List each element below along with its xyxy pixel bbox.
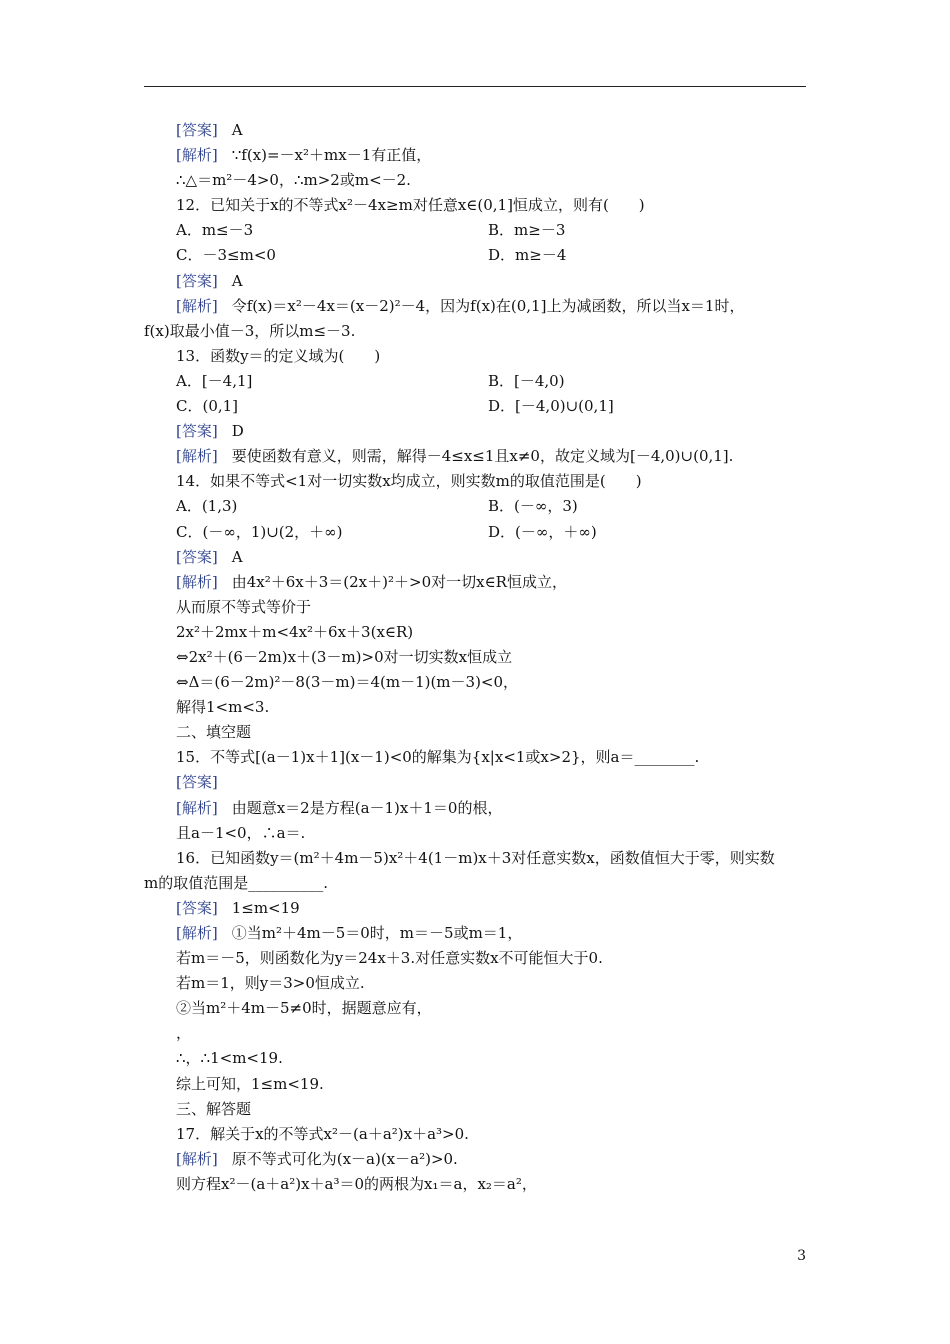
line-text: 15．不等式[(a－1)x＋1](x－1)<0的解集为{x|x<1或x>2}，则a＝________. (176, 748, 700, 767)
text-line (176, 344, 816, 369)
text-line (176, 695, 816, 720)
label-tag: [解析] (176, 924, 218, 942)
text-line (144, 871, 816, 896)
line-text: 则方程x²－(a＋a²)x＋a³＝0的两根为x₁＝a，x₂＝a²， (176, 1174, 537, 1193)
option-row (176, 243, 816, 268)
text-line (176, 1072, 816, 1097)
text-line (176, 193, 816, 218)
line-text: ， (176, 1024, 192, 1043)
option-row (176, 494, 816, 519)
line-text: 且a－1<0，∴a＝. (176, 823, 306, 842)
option-item: A．(1,3) (176, 497, 238, 516)
text-line (176, 118, 816, 143)
page-content (144, 118, 816, 1197)
line-text: 14．如果不等式<1对一切实数x均成立，则实数m的取值范围是( ) (176, 472, 642, 491)
option-item: C．(0,1] (176, 397, 239, 416)
header-rule (144, 86, 806, 87)
line-text: f(x)取最小值－3，所以m≤－3. (144, 321, 356, 340)
line-text: 解得1<m<3. (176, 698, 270, 717)
line-text: 要使函数有意义，则需，解得－4≤x≤1且x≠0，故定义域为[－4,0)∪(0,1]. (231, 447, 734, 466)
line-text: 从而原不等式等价于 (176, 597, 312, 616)
option-row (176, 520, 816, 545)
line-text: 17．解关于x的不等式x²－(a＋a²)x＋a³>0. (176, 1124, 469, 1143)
line-text: 若m＝1，则y＝3>0恒成立. (176, 974, 365, 993)
line-text: ⇔Δ＝(6－2m)²－8(3－m)＝4(m－1)(m－3)<0， (176, 673, 519, 692)
option-item: A．m≤－3 (176, 221, 254, 240)
label-tag: [解析] (176, 146, 218, 165)
line-text: ②当m²＋4m－5≠0时，据题意应有， (176, 999, 432, 1018)
line-text: m的取值范围是__________. (144, 873, 328, 892)
line-text: ∴△＝m²－4>0，∴m>2或m<－2. (176, 171, 411, 190)
option-item: D．m≥－4 (488, 246, 567, 265)
line-text: ∴，∴1<m<19. (176, 1049, 283, 1068)
text-line (176, 770, 816, 795)
text-line (176, 1147, 816, 1172)
text-line (176, 168, 816, 193)
label-tag: [解析] (176, 572, 218, 591)
option-row (176, 394, 816, 419)
line-text: 三、解答题 (176, 1099, 252, 1118)
line-text: 16．已知函数y＝(m²＋4m－5)x²＋4(1－m)x＋3对任意实数x，函数值恒大于零，则实数 (176, 848, 775, 867)
line-text: 13．函数y＝的定义域为( ) (176, 346, 381, 365)
text-line (176, 821, 816, 846)
option-row (176, 369, 816, 394)
text-line (176, 595, 816, 620)
option-row (176, 218, 816, 243)
text-line (176, 645, 816, 670)
label-tag: [解析] (176, 1149, 218, 1168)
option-item: C．(－∞，1)∪(2，＋∞) (176, 522, 343, 541)
line-text: 1≤m<19 (231, 898, 300, 917)
text-line (176, 1097, 816, 1122)
text-line (176, 796, 816, 821)
line-text: A (231, 271, 243, 290)
text-line (176, 545, 816, 570)
label-tag: [解析] (176, 296, 218, 315)
text-line (176, 745, 816, 770)
line-text: A (231, 547, 243, 566)
text-line (176, 1021, 816, 1046)
line-text: ∵f(x)=－x²＋mx－1有正值， (231, 146, 432, 165)
text-line (176, 670, 816, 695)
line-text: A (231, 121, 243, 139)
line-text: 由题意x＝2是方程(a－1)x＋1＝0的根， (231, 798, 503, 817)
text-line (176, 1172, 816, 1197)
line-text: 原不等式可化为(x－a)(x－a²)>0. (231, 1149, 458, 1168)
option-item: A．[－4,1] (176, 371, 253, 390)
text-line (176, 620, 816, 645)
text-line (176, 1122, 816, 1147)
option-item: B．(－∞，3) (488, 497, 578, 516)
line-text: 12．已知关于x的不等式x²－4x≥m对任意x∈(0,1]恒成立，则有( ) (176, 196, 645, 215)
text-line (176, 971, 816, 996)
label-tag: [答案] (176, 271, 218, 290)
text-line (176, 846, 816, 871)
line-text: 二、填空题 (176, 723, 252, 742)
line-text: 由4x²＋6x＋3＝(2x＋)²＋>0对一切x∈R恒成立， (231, 572, 567, 591)
text-line (176, 143, 816, 168)
option-item: B．m≥－3 (488, 221, 566, 240)
option-item: D．[－4,0)∪(0,1] (488, 397, 614, 416)
text-line (176, 921, 816, 946)
line-text: 综上可知，1≤m<19. (176, 1074, 324, 1093)
text-line (176, 469, 816, 494)
line-text: 令f(x)＝x²－4x＝(x－2)²－4，因为f(x)在(0,1]上为减函数，所以当x＝1时， (231, 296, 745, 315)
text-line (176, 269, 816, 294)
option-item: C．－3≤m<0 (176, 246, 276, 265)
text-line (176, 720, 816, 745)
option-item: D．(－∞，＋∞) (488, 522, 597, 541)
line-text: ①当m²＋4m－5＝0时，m＝－5或m＝1， (231, 924, 523, 942)
line-text: ⇔2x²＋(6－2m)x＋(3－m)>0对一切实数x恒成立 (176, 647, 513, 666)
text-line (176, 419, 816, 444)
line-text: 2x²＋2mx＋m<4x²＋6x＋3(x∈R) (176, 622, 414, 641)
text-line (176, 896, 816, 921)
text-line (176, 1046, 816, 1071)
label-tag: [答案] (176, 121, 218, 139)
label-tag: [解析] (176, 447, 218, 466)
text-line (176, 294, 816, 319)
text-line (176, 996, 816, 1021)
label-tag: [解析] (176, 798, 218, 817)
text-line (176, 570, 816, 595)
text-line (176, 946, 816, 971)
text-line (144, 319, 816, 344)
line-text: D (231, 422, 244, 441)
line-text: 若m＝－5，则函数化为y＝24x＋3.对任意实数x不可能恒大于0. (176, 949, 603, 968)
label-tag: [答案] (176, 898, 218, 917)
page-number: 3 (797, 1248, 806, 1264)
label-tag: [答案] (176, 547, 218, 566)
option-item: B．[－4,0) (488, 371, 565, 390)
text-line (176, 444, 816, 469)
label-tag: [答案] (176, 773, 218, 792)
label-tag: [答案] (176, 422, 218, 441)
